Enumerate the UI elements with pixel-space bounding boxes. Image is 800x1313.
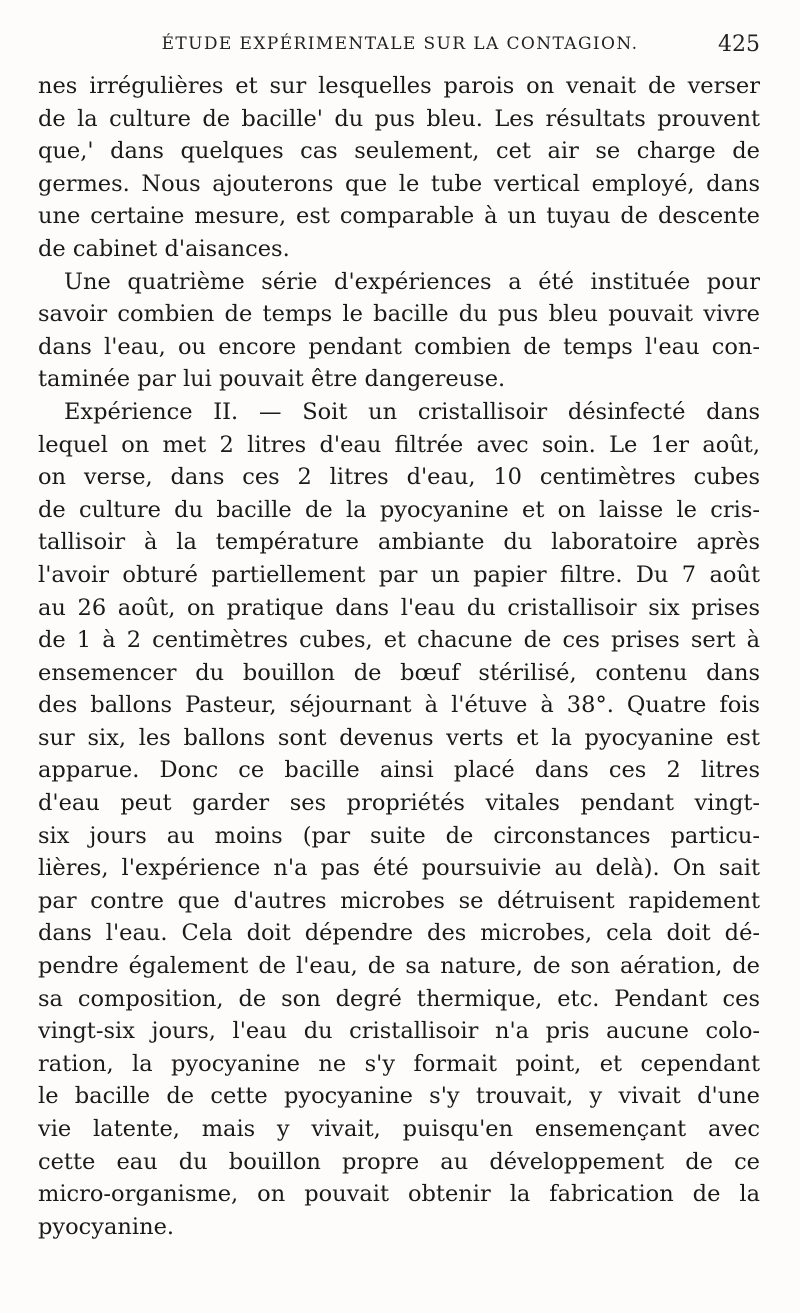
- text-line: Une quatrième série d'expériences a été instituée pour: [64, 268, 760, 295]
- text-line: tallisoir à la température ambiante du laboratoire après: [38, 529, 760, 556]
- body-text: [38, 70, 760, 1243]
- text-line: dans l'eau, ou encore pendant combien de temps l'eau con-: [38, 333, 760, 360]
- text-line: on verse, dans ces 2 litres d'eau, 10 centimètres cubes: [38, 464, 760, 491]
- text-line: ration, la pyocyanine ne s'y formait point, et cependant: [38, 1050, 760, 1077]
- running-title: ÉTUDE EXPÉRIMENTALE SUR LA CONTAGION.: [161, 34, 639, 54]
- text-line: vingt-six jours, l'eau du cristallisoir n'a pris aucune colo-: [38, 1018, 760, 1045]
- text-line: par contre que d'autres microbes se détruisent rapidement: [38, 887, 760, 914]
- text-line: vie latente, mais y vivait, puisqu'en ensemençant avec: [38, 1116, 760, 1142]
- text-line: que,' dans quelques cas seulement, cet air se charge de: [38, 138, 760, 165]
- text-line: de 1 à 2 centimètres cubes, et chacune de ces prises sert à: [38, 627, 760, 654]
- text-line: taminée par lui pouvait être dangereuse.: [38, 366, 506, 393]
- text-line: apparue. Donc ce bacille ainsi placé dans ces 2 litres: [38, 757, 760, 784]
- text-line: le bacille de cette pyocyanine s'y trouvait, y vivait d'une: [38, 1083, 760, 1110]
- text-line: des ballons Pasteur, séjournant à l'étuve à 38°. Quatre fois: [38, 692, 760, 719]
- running-head: [40, 34, 760, 64]
- experiment-heading-line: Expérience II. — Soit un cristallisoir désinfecté dans: [64, 398, 760, 425]
- text-line: l'avoir obturé partiellement par un papier filtre. Du 7 août: [38, 561, 760, 588]
- text-line: pyocyanine.: [38, 1213, 175, 1240]
- text-line: savoir combien de temps le bacille du pus bleu pouvait vivre: [38, 301, 760, 328]
- text-line: cette eau du bouillon propre au développement de ce: [38, 1148, 760, 1175]
- text-line: lières, l'expérience n'a pas été poursuivie au delà). On sait: [38, 855, 760, 882]
- text-line: dans l'eau. Cela doit dépendre des microbes, cela doit dé-: [38, 920, 760, 947]
- text-line: six jours au moins (par suite de circonstances particu-: [38, 822, 760, 849]
- text-line: pendre également de l'eau, de sa nature, de son aération, de: [38, 953, 760, 980]
- text-line: de culture du bacille de la pyocyanine et on laisse le cris-: [38, 496, 760, 523]
- text-line: micro-organisme, on pouvait obtenir la fabrication de la: [38, 1181, 760, 1208]
- text-line: une certaine mesure, est comparable à un tuyau de descente: [38, 203, 760, 230]
- page-number: 425: [718, 32, 760, 57]
- text-line: germes. Nous ajouterons que le tube vertical employé, dans: [38, 170, 760, 197]
- text-line: au 26 août, on pratique dans l'eau du cristallisoir six prises: [38, 594, 760, 621]
- text-line: d'eau peut garder ses propriétés vitales pendant vingt-: [38, 790, 760, 817]
- text-line: sur six, les ballons sont devenus verts et la pyocyanine est: [38, 724, 760, 751]
- text-line: lequel on met 2 litres d'eau filtrée avec soin. Le 1er août,: [38, 431, 760, 458]
- text-line: nes irrégulières et sur lesquelles parois on venait de verser: [38, 73, 760, 99]
- text-line: de la culture de bacille' du pus bleu. Les résultats prouvent: [38, 105, 760, 132]
- text-line: de cabinet d'aisances.: [38, 235, 290, 262]
- text-line: ensemencer du bouillon de bœuf stérilisé, contenu dans: [38, 659, 760, 686]
- text-line: sa composition, de son degré thermique, etc. Pendant ces: [38, 985, 760, 1012]
